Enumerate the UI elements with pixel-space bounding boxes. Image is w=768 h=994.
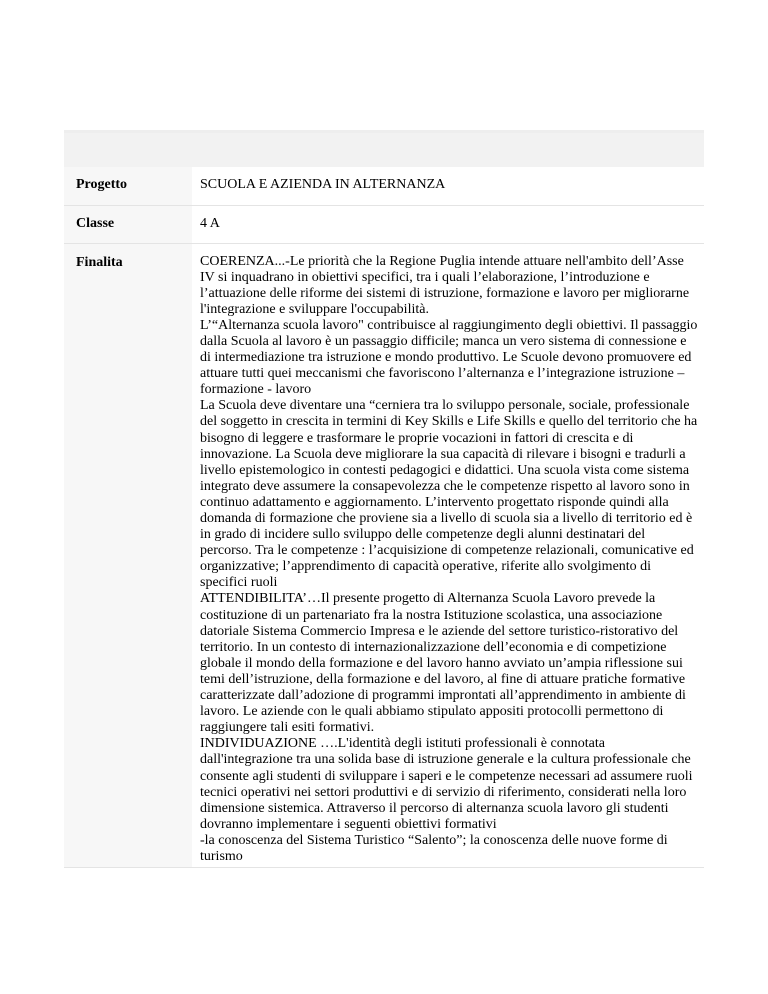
paragraph-coerenza: COERENZA...-Le priorità che la Regione Puglia intende attuare nell'ambito dell’Asse IV si inquadrano in obiettivi specifici, tra i quali l’elaborazione, l’introduzione e l’attuazione delle riforme dei sistemi di istruzione, formazione e lavoro per migliorarne l'integrazione e sviluppare l'occupabilità.	[200, 253, 690, 317]
row-finalita	[64, 243, 704, 868]
value-classe: 4 A	[192, 205, 704, 243]
paragraph-alternanza: L’“Alternanza scuola lavoro" contribuisce al raggiungimento degli obiettivi. Il passaggio dalla Scuola al lavoro è un passaggio difficile; manca un vero sistema di connessione e di intermediazione tra istruzione e mondo produttivo. Le Scuole devono promuovere ed attuare tutti quei meccanismi che favoriscono l’alternanza e l’integrazione istruzione – formazione - lavoro	[200, 317, 698, 398]
row-progetto	[64, 167, 704, 205]
paragraph-individuazione: INDIVIDUAZIONE ….L'identità degli istituti professionali è connotata dall'integrazione tra una solida base di istruzione generale e la cultura professionale che consente agli studenti di sviluppare i saperi e le competenze necessari ad assumere ruoli tecnici operativi nei settori produttivi e di servizio di riferimento, considerati nella loro dimensione sistemica. Attraverso il percorso di alternanza scuola lavoro gli studenti dovranno implementare i seguenti obiettivi formativi	[200, 736, 693, 832]
value-finalita	[192, 243, 704, 868]
header-cell-right	[192, 132, 704, 168]
project-table	[64, 130, 704, 868]
label-classe: Classe	[64, 205, 192, 243]
label-progetto: Progetto	[64, 167, 192, 205]
paragraph-obiettivi: -la conoscenza del Sistema Turistico “Salento”; la conoscenza delle nuove forme di turismo	[200, 832, 668, 864]
table-header-row	[64, 132, 704, 168]
header-cell-left	[64, 132, 192, 168]
paragraph-attendibilita: ATTENDIBILITA’…Il presente progetto di Alternanza Scuola Lavoro prevede la costituzione di un partenariato fra la nostra Istituzione scolastica, una associazione datoriale Sistema Commercio Impresa e le aziende del settore turistico-ristorativo del territorio. In un contesto di internazionalizzazione dell’economia e di competizione globale il mondo della formazione e del lavoro hanno avviato un’ampia riflessione sui temi dell’istruzione, della formazione e del lavoro, al fine di attuare pratiche formative caratterizzate dall’adozione di programmi improntati all’apprendimento in ambiente di lavoro. Le aziende con le quali abbiamo stipulato appositi protocolli permettono di raggiungere tali esiti formativi.	[200, 591, 686, 736]
paragraph-cerniera: La Scuola deve diventare una “cerniera tra lo sviluppo personale, sociale, professionale del soggetto in crescita in termini di Key Skills e Life Skills e quello del territorio che ha bisogno di leggere e trasformare le proprie vocazioni in fattori di crescita e di innovazione. La Scuola deve migliorare la sua capacità di rilevare i bisogni e tradurli a livello epistemologico in contesti pedagogici e didattici. Una scuola vista come sistema integrato deve assumere la consapevolezza che le competenze rispetto al lavoro sono in continuo adattamento e aggiornamento. L’intervento progettato risponde quindi alla domanda di formazione che proviene sia a livello di scuola sia a livello di territorio ed è in grado di incidere sullo sviluppo delle competenze degli alunni destinatari del percorso. Tra le competenze : l’acquisizione di competenze relazionali, comunicative ed organizzative; l’apprendimento di capacità operative, riferite allo svolgimento di specifici ruoli	[200, 398, 698, 591]
value-progetto: SCUOLA E AZIENDA IN ALTERNANZA	[192, 167, 704, 205]
row-classe	[64, 205, 704, 243]
label-finalita: Finalita	[64, 243, 192, 868]
